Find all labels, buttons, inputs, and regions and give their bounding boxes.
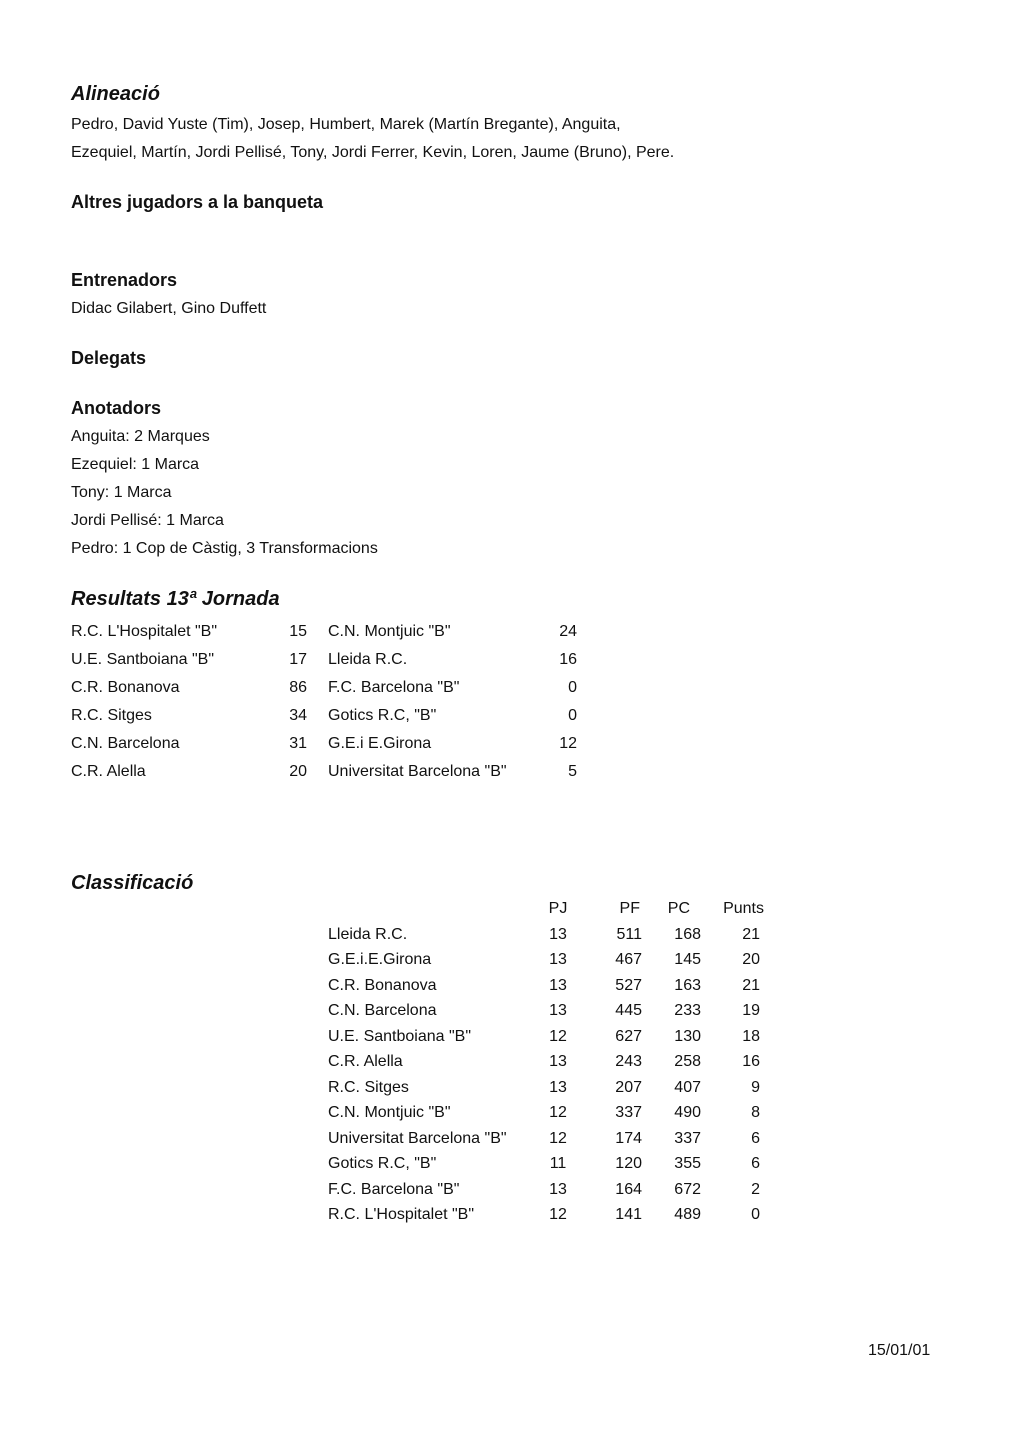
- league-points: 18: [742, 1027, 760, 1045]
- points-against: 163: [674, 976, 701, 994]
- standings-table: [328, 896, 788, 1228]
- league-points: 19: [742, 1002, 760, 1019]
- league-points: 21: [742, 925, 760, 943]
- points-for: 627: [615, 1027, 642, 1045]
- away-score: 0: [568, 679, 577, 696]
- away-score: 24: [559, 623, 577, 640]
- scorers-list: [71, 423, 378, 563]
- league-points: 9: [751, 1078, 760, 1096]
- team-name: C.R. Alella: [328, 1053, 403, 1070]
- games-played: 13: [549, 1078, 567, 1096]
- games-played: 12: [549, 1129, 567, 1147]
- away-team: F.C. Barcelona "B": [328, 679, 460, 696]
- away-score: 0: [568, 707, 577, 724]
- column-header-pf: PF: [619, 900, 640, 917]
- league-points: 6: [751, 1155, 760, 1172]
- lineup-line: Ezequiel, Martín, Jordi Pellisé, Tony, Jordi Ferrer, Kevin, Loren, Jaume (Bruno), Pere.: [71, 144, 675, 161]
- team-name: U.E. Santboiana "B": [328, 1027, 471, 1045]
- bench-heading: Altres jugadors a la banqueta: [71, 192, 324, 212]
- team-name: Lleida R.C.: [328, 925, 408, 943]
- coaches-heading: Entrenadors: [71, 270, 178, 290]
- scorer-item: Jordi Pellisé: 1 Marca: [71, 512, 224, 529]
- points-for: 120: [615, 1155, 642, 1172]
- points-against: 490: [674, 1104, 701, 1121]
- home-score: 31: [289, 735, 307, 752]
- points-for: 164: [615, 1180, 642, 1198]
- home-team: R.C. L'Hospitalet "B": [71, 623, 218, 640]
- away-team: Gotics R.C, "B": [328, 707, 437, 724]
- away-score: 5: [568, 763, 577, 780]
- standings-row: [328, 973, 788, 999]
- standings-row: [328, 1126, 788, 1152]
- home-team: C.N. Barcelona: [71, 735, 180, 752]
- standings-row: [328, 1100, 788, 1126]
- league-points: 6: [751, 1129, 760, 1147]
- points-against: 145: [674, 951, 701, 968]
- games-played: 13: [549, 1180, 567, 1198]
- home-team: R.C. Sitges: [71, 707, 152, 724]
- points-against: 258: [674, 1053, 701, 1070]
- points-for: 174: [615, 1129, 642, 1147]
- points-for: 445: [615, 1002, 642, 1019]
- delegates-heading: Delegats: [71, 348, 147, 368]
- games-played: 11: [549, 1155, 567, 1172]
- team-name: R.C. Sitges: [328, 1078, 409, 1096]
- points-against: 672: [674, 1180, 701, 1198]
- league-points: 0: [751, 1206, 760, 1223]
- team-name: R.C. L'Hospitalet "B": [328, 1206, 475, 1223]
- points-for: 141: [615, 1206, 642, 1223]
- league-points: 8: [751, 1104, 760, 1121]
- team-name: F.C. Barcelona "B": [328, 1180, 460, 1198]
- scorer-item: Tony: 1 Marca: [71, 484, 172, 501]
- scorer-item: Anguita: 2 Marques: [71, 428, 210, 445]
- points-for: 207: [615, 1078, 642, 1096]
- league-points: 21: [742, 976, 760, 994]
- column-header-pj: PJ: [548, 900, 568, 917]
- away-team: C.N. Montjuic "B": [328, 623, 451, 640]
- standings-row: [328, 998, 788, 1024]
- points-against: 337: [674, 1129, 701, 1147]
- coaches-text: Didac Gilabert, Gino Duffett: [71, 300, 267, 317]
- home-score: 17: [289, 651, 307, 668]
- games-played: 12: [549, 1027, 567, 1045]
- points-against: 355: [674, 1155, 701, 1172]
- scorer-item: Ezequiel: 1 Marca: [71, 456, 200, 473]
- league-points: 20: [742, 951, 760, 968]
- home-team: C.R. Alella: [71, 763, 146, 780]
- home-score: 34: [289, 707, 307, 724]
- standings-header-row: [328, 896, 788, 922]
- results-heading: Resultats 13ª Jornada: [71, 588, 280, 610]
- points-for: 511: [616, 925, 642, 943]
- column-header-pc: PC: [667, 900, 690, 917]
- away-team: Lleida R.C.: [328, 651, 408, 668]
- team-name: C.N. Barcelona: [328, 1002, 437, 1019]
- team-name: C.R. Bonanova: [328, 976, 437, 994]
- column-header-points: Punts: [723, 900, 764, 917]
- standings-row: [328, 1075, 788, 1101]
- points-against: 407: [674, 1078, 701, 1096]
- team-name: Gotics R.C, "B": [328, 1155, 437, 1172]
- points-against: 233: [674, 1002, 701, 1019]
- standings-row: [328, 1202, 788, 1228]
- points-against: 489: [674, 1206, 701, 1223]
- standings-row: [328, 922, 788, 948]
- standings-row: [328, 1049, 788, 1075]
- games-played: 13: [549, 1002, 567, 1019]
- games-played: 12: [549, 1104, 567, 1121]
- home-score: 86: [289, 679, 307, 696]
- lineup-heading: Alineació: [71, 83, 160, 105]
- away-score: 12: [559, 735, 577, 752]
- lineup-line: Pedro, David Yuste (Tim), Josep, Humbert, Marek (Martín Bregante), Anguita,: [71, 116, 621, 133]
- home-score: 15: [289, 623, 307, 640]
- scorer-item: Pedro: 1 Cop de Càstig, 3 Transformacions: [71, 540, 378, 557]
- points-for: 337: [615, 1104, 642, 1121]
- scorers-heading: Anotadors: [71, 398, 161, 418]
- standings-row: [328, 1024, 788, 1050]
- points-against: 130: [674, 1027, 701, 1045]
- games-played: 13: [549, 976, 567, 994]
- points-for: 243: [615, 1053, 642, 1070]
- standings-row: [328, 1177, 788, 1203]
- team-name: C.N. Montjuic "B": [328, 1104, 451, 1121]
- games-played: 13: [549, 951, 567, 968]
- league-points: 2: [751, 1180, 760, 1198]
- away-score: 16: [559, 651, 577, 668]
- standings-row: [328, 947, 788, 973]
- home-score: 20: [289, 763, 307, 780]
- away-team: G.E.i E.Girona: [328, 735, 432, 752]
- team-name: Universitat Barcelona "B": [328, 1129, 507, 1147]
- games-played: 12: [549, 1206, 567, 1223]
- points-for: 527: [615, 976, 642, 994]
- away-team: Universitat Barcelona "B": [328, 763, 507, 780]
- games-played: 13: [549, 925, 567, 943]
- standings-heading: Classificació: [71, 872, 194, 894]
- league-points: 16: [742, 1053, 760, 1070]
- home-team: C.R. Bonanova: [71, 679, 180, 696]
- team-name: G.E.i.E.Girona: [328, 951, 432, 968]
- standings-row: [328, 1151, 788, 1177]
- points-against: 168: [674, 925, 701, 943]
- document-date: 15/01/01: [868, 1342, 931, 1359]
- points-for: 467: [615, 951, 642, 968]
- lineup-text: [71, 111, 674, 167]
- home-team: U.E. Santboiana "B": [71, 651, 214, 668]
- games-played: 13: [549, 1053, 567, 1070]
